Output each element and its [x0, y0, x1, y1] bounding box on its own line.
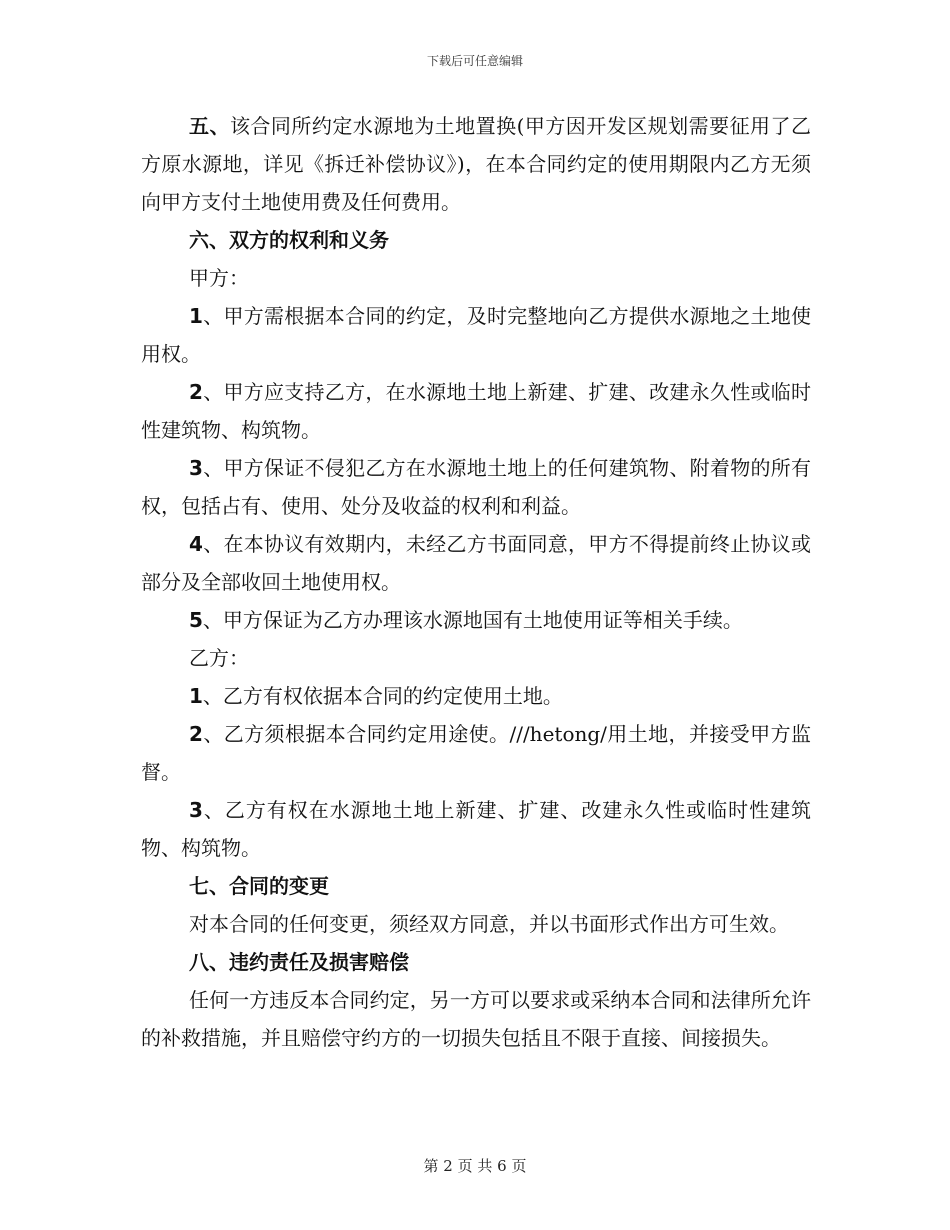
item-number: 3 — [189, 456, 203, 480]
contract-change-text: 对本合同的任何变更，须经双方同意，并以书面形式作出方可生效。 — [189, 912, 789, 936]
section-heading-liability: 八、违约责任及损害赔偿 — [189, 950, 409, 974]
item-number: 1 — [189, 304, 203, 328]
item-number: 5 — [189, 608, 203, 632]
item-number: 2 — [189, 380, 203, 404]
party-a-item-1 — [141, 297, 811, 373]
item-number: 2 — [189, 722, 203, 746]
party-a-item-3 — [141, 449, 811, 525]
item-text: 、在本协议有效期内，未经乙方书面同意，甲方不得提前终止协议或部分及全部收回土地使用权。 — [141, 532, 811, 594]
party-b-item-1 — [141, 677, 811, 715]
party-a-item-2 — [141, 373, 811, 449]
clause-number: 五、 — [189, 114, 230, 138]
item-number: 1 — [189, 684, 203, 708]
item-number: 4 — [189, 532, 203, 556]
item-number: 3 — [189, 798, 203, 822]
item-text: 、乙方须根据本合同约定用途使。///hetong/用土地，并接受甲方监督。 — [141, 722, 811, 784]
clause-text: 该合同所约定水源地为土地置换(甲方因开发区规划需要征用了乙方原水源地，详见《拆迁补偿协议》)，在本合同约定的使用期限内乙方无须向甲方支付土地使用费及任何费用。 — [141, 114, 811, 214]
item-text: 、甲方保证为乙方办理该水源地国有土地使用证等相关手续。 — [202, 608, 743, 632]
section-heading-rights-obligations: 六、双方的权利和义务 — [189, 228, 389, 252]
party-b-item-3 — [141, 791, 811, 867]
page-footer: 第 2 页 共 6 页 — [423, 1157, 527, 1175]
party-a-item-4 — [141, 525, 811, 601]
item-text: 、乙方有权在水源地土地上新建、扩建、改建永久性或临时性建筑物、构筑物。 — [141, 798, 811, 860]
party-b-item-2 — [141, 715, 811, 791]
document-body — [141, 107, 811, 1057]
liability-text: 任何一方违反本合同约定，另一方可以要求或采纳本合同和法律所允许的补救措施，并且赔偿守约方的一切损失包括且不限于直接、间接损失。 — [141, 988, 811, 1050]
party-b-label: 乙方： — [189, 646, 249, 670]
item-text: 、甲方应支持乙方，在水源地土地上新建、扩建、改建永久性或临时性建筑物、构筑物。 — [141, 380, 811, 442]
item-text: 、乙方有权依据本合同的约定使用土地。 — [202, 684, 563, 708]
item-text: 、甲方需根据本合同的约定，及时完整地向乙方提供水源地之土地使用权。 — [141, 304, 811, 366]
section-heading-contract-change: 七、合同的变更 — [189, 874, 329, 898]
clause-5 — [141, 107, 811, 221]
party-a-label: 甲方： — [189, 266, 249, 290]
item-text: 、甲方保证不侵犯乙方在水源地土地上的任何建筑物、附着物的所有权，包括占有、使用、处分及收益的权利和利益。 — [141, 456, 811, 518]
party-a-item-5 — [141, 601, 811, 639]
page-header: 下载后可任意编辑 — [426, 54, 523, 68]
